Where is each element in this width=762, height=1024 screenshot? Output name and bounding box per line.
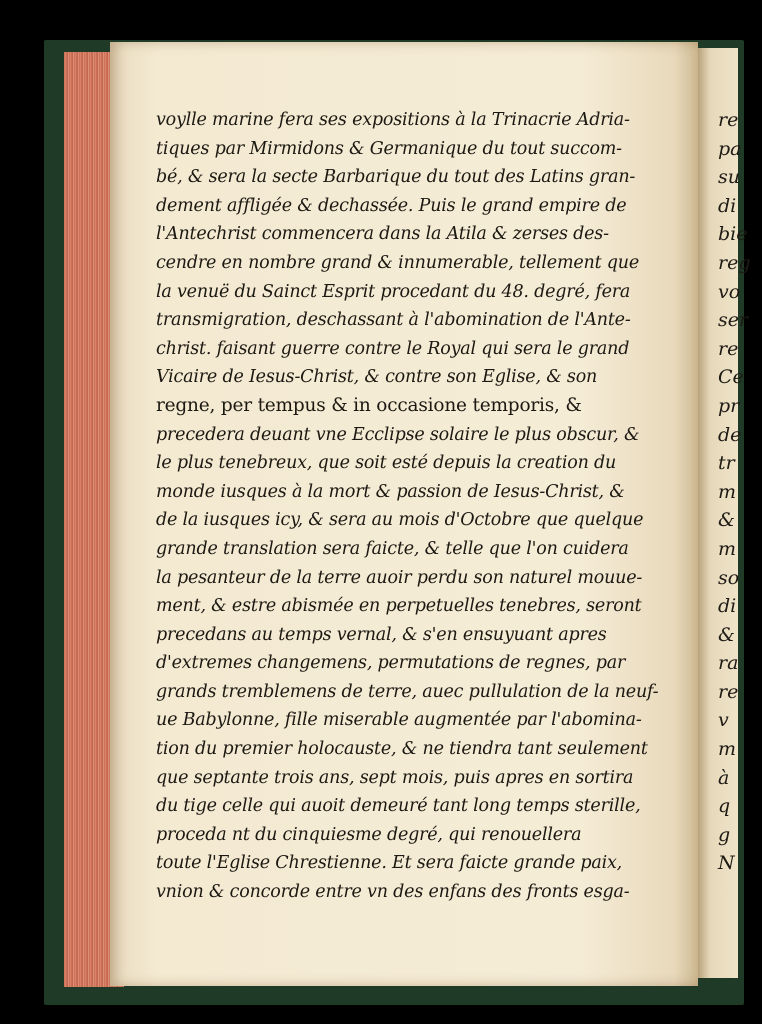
facing-line-fragment: bie bbox=[718, 223, 748, 246]
facing-line-fragment: re bbox=[718, 109, 739, 131]
text-line: transmigration, deschassant à l'abomination de l'Ante- bbox=[156, 310, 631, 331]
text-line: monde iusques à la mort & passion de Iesus-Christ, & bbox=[156, 481, 625, 502]
facing-line-fragment: vo bbox=[718, 280, 741, 303]
text-line: d'extremes changemens, permutations de regnes, par bbox=[156, 653, 626, 674]
facing-page-lines bbox=[718, 106, 751, 878]
facing-line-fragment: tr bbox=[718, 452, 735, 475]
facing-line-fragment: q bbox=[718, 795, 731, 818]
facing-line-fragment: pr bbox=[718, 394, 740, 417]
facing-line-fragment: Ce bbox=[718, 366, 744, 389]
text-line: grande translation sera faicte, & telle que l'on cuidera bbox=[156, 538, 629, 559]
text-line: dement affligée & dechassée. Puis le grand empire de bbox=[156, 195, 627, 216]
facing-line-fragment: v bbox=[718, 709, 729, 732]
facing-line-fragment: m bbox=[718, 480, 737, 503]
text-line: du tige celle qui auoit demeuré tant long temps sterille, bbox=[156, 796, 641, 817]
facing-line-fragment: so bbox=[718, 566, 740, 589]
facing-line-fragment: & bbox=[718, 623, 735, 646]
text-line: la pesanteur de la terre auoir perdu son naturel mouue- bbox=[156, 567, 643, 588]
text-line: le plus tenebreux, que soit esté depuis la creation du bbox=[156, 453, 617, 474]
facing-line-fragment: di bbox=[718, 595, 737, 618]
text-line: regne, per tempus & in occasione temporis, & bbox=[156, 394, 582, 416]
text-line: christ. faisant guerre contre le Royal qui sera le grand bbox=[156, 338, 630, 359]
facing-line-fragment: N bbox=[718, 852, 735, 875]
text-line: ue Babylonne, fille miserable augmentée par l'abomina- bbox=[156, 710, 642, 731]
text-line: precedans au temps vernal, & s'en ensuyuant apres bbox=[156, 624, 607, 645]
facing-line-fragment: re bbox=[718, 680, 739, 703]
facing-page-fragment bbox=[698, 48, 751, 978]
text-line: l'Antechrist commencera dans la Atila & zerses des- bbox=[156, 224, 609, 245]
facing-line-fragment: g bbox=[718, 823, 731, 846]
text-line: grands tremblemens de terre, auec pullulation de la neuf- bbox=[156, 681, 659, 702]
text-line: Vicaire de Iesus-Christ, & contre son Eglise, & son bbox=[156, 367, 598, 388]
facing-line-fragment: re bbox=[718, 337, 739, 360]
facing-line-fragment: pa bbox=[718, 137, 742, 160]
facing-line-fragment: di bbox=[718, 194, 737, 217]
facing-line-fragment: m bbox=[718, 537, 737, 560]
text-line: de la iusques icy, & sera au mois d'Octobre que quelque bbox=[156, 510, 644, 531]
text-line: vnion & concorde entre vn des enfans des fronts esga- bbox=[156, 882, 630, 903]
text-line: cendre en nombre grand & innumerable, tellement que bbox=[156, 252, 639, 273]
text-line: la venuë du Sainct Esprit procedant du 48. degré, fera bbox=[156, 281, 631, 302]
facing-line-fragment: ser bbox=[718, 309, 749, 332]
text-line: tiques par Mirmidons & Germanique du tout succom- bbox=[156, 138, 622, 159]
text-line: tion du premier holocauste, & ne tiendra tant seulement bbox=[156, 739, 648, 760]
facing-line-fragment: m bbox=[718, 738, 737, 761]
text-line: bé, & sera la secte Barbarique du tout des Latins gran- bbox=[156, 167, 636, 188]
facing-line-fragment: à bbox=[718, 766, 730, 789]
facing-line-fragment: ra bbox=[718, 652, 739, 675]
facing-line-fragment: de bbox=[718, 423, 742, 446]
text-line: proceda nt du cinquiesme degré, qui renouellera bbox=[156, 824, 582, 845]
page-text bbox=[156, 106, 686, 907]
facing-line-fragment: su bbox=[718, 166, 740, 189]
text-line: precedera deuant vne Ecclipse solaire le plus obscur, & bbox=[156, 424, 640, 445]
text-line: que septante trois ans, sept mois, puis apres en sortira bbox=[156, 767, 634, 788]
text-line: voylle marine fera ses expositions à la Trinacrie Adria- bbox=[156, 110, 630, 130]
facing-line-fragment: reg bbox=[718, 251, 751, 274]
text-line: toute l'Eglise Chrestienne. Et sera faicte grande paix, bbox=[156, 853, 623, 874]
facing-line-fragment: & bbox=[718, 509, 735, 532]
text-line: ment, & estre abismée en perpetuelles tenebres, seront bbox=[156, 596, 642, 617]
